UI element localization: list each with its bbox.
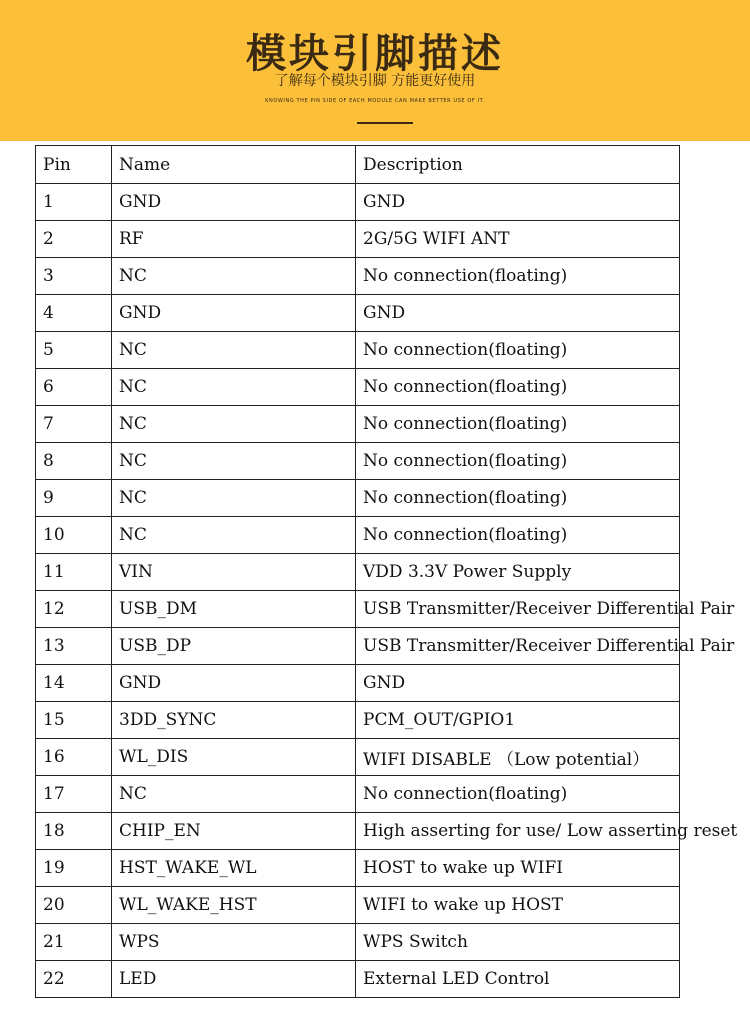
table-row <box>36 739 680 776</box>
description-cell: No connection(floating) <box>356 480 680 517</box>
pin-cell: 15 <box>36 702 112 739</box>
name-cell: NC <box>112 369 356 406</box>
banner-divider <box>357 122 413 124</box>
name-cell: WL_DIS <box>112 739 356 776</box>
description-cell: GND <box>356 184 680 221</box>
pin-cell: 3 <box>36 258 112 295</box>
header-name: Name <box>112 146 356 184</box>
name-cell: RF <box>112 221 356 258</box>
name-cell: CHIP_EN <box>112 813 356 850</box>
banner-title: 模块引脚描述 <box>246 31 504 77</box>
table-row <box>36 554 680 591</box>
name-cell: HST_WAKE_WL <box>112 850 356 887</box>
description-cell: HOST to wake up WIFI <box>356 850 680 887</box>
name-cell: NC <box>112 776 356 813</box>
name-cell: WPS <box>112 924 356 961</box>
name-cell: 3DD_SYNC <box>112 702 356 739</box>
pin-cell: 18 <box>36 813 112 850</box>
name-cell: NC <box>112 258 356 295</box>
table-row <box>36 702 680 739</box>
table-row <box>36 591 680 628</box>
table-row <box>36 332 680 369</box>
name-cell: GND <box>112 184 356 221</box>
name-cell: NC <box>112 517 356 554</box>
table-row <box>36 184 680 221</box>
description-cell: USB Transmitter/Receiver Differential Pair <box>356 628 680 665</box>
description-cell: WPS Switch <box>356 924 680 961</box>
name-cell: GND <box>112 295 356 332</box>
pin-cell: 11 <box>36 554 112 591</box>
description-cell: GND <box>356 295 680 332</box>
name-cell: NC <box>112 443 356 480</box>
name-cell: VIN <box>112 554 356 591</box>
name-cell: NC <box>112 332 356 369</box>
header-pin: Pin <box>36 146 112 184</box>
pin-cell: 14 <box>36 665 112 702</box>
pin-table <box>35 145 738 998</box>
name-cell: GND <box>112 665 356 702</box>
description-cell: No connection(floating) <box>356 517 680 554</box>
banner-english-caption: KNOWING THE PIN SIDE OF EACH MODULE CAN MAKE BETTER USE OF IT. <box>265 98 485 104</box>
pin-cell: 5 <box>36 332 112 369</box>
pin-cell: 13 <box>36 628 112 665</box>
name-cell: USB_DP <box>112 628 356 665</box>
table-row <box>36 369 680 406</box>
pin-cell: 6 <box>36 369 112 406</box>
table-row <box>36 924 680 961</box>
header-description: Description <box>356 146 680 184</box>
table-row <box>36 665 680 702</box>
pin-cell: 20 <box>36 887 112 924</box>
description-cell: No connection(floating) <box>356 258 680 295</box>
pin-cell: 8 <box>36 443 112 480</box>
pin-cell: 4 <box>36 295 112 332</box>
table-row <box>36 258 680 295</box>
table-row <box>36 628 680 665</box>
name-cell: NC <box>112 406 356 443</box>
pin-cell: 2 <box>36 221 112 258</box>
pin-cell: 22 <box>36 961 112 998</box>
pin-cell: 16 <box>36 739 112 776</box>
table-row <box>36 406 680 443</box>
table-row <box>36 813 680 850</box>
table-row <box>36 443 680 480</box>
header-banner <box>0 0 750 141</box>
pin-cell: 19 <box>36 850 112 887</box>
description-cell: No connection(floating) <box>356 332 680 369</box>
table-row <box>36 480 680 517</box>
pin-cell: 21 <box>36 924 112 961</box>
description-cell: No connection(floating) <box>356 369 680 406</box>
description-cell: No connection(floating) <box>356 776 680 813</box>
table-row <box>36 850 680 887</box>
description-cell: PCM_OUT/GPIO1 <box>356 702 680 739</box>
table-row <box>36 776 680 813</box>
table-header-row <box>36 146 680 184</box>
pin-cell: 9 <box>36 480 112 517</box>
banner-subtitle: 了解每个模块引脚 方能更好使用 <box>274 73 476 89</box>
pin-cell: 10 <box>36 517 112 554</box>
pin-cell: 17 <box>36 776 112 813</box>
table-row <box>36 961 680 998</box>
table-row <box>36 517 680 554</box>
table-row <box>36 295 680 332</box>
description-cell: GND <box>356 665 680 702</box>
description-cell: No connection(floating) <box>356 406 680 443</box>
description-cell: WIFI to wake up HOST <box>356 887 680 924</box>
name-cell: USB_DM <box>112 591 356 628</box>
pin-cell: 12 <box>36 591 112 628</box>
name-cell: NC <box>112 480 356 517</box>
description-cell: WIFI DISABLE （Low potential） <box>356 739 680 776</box>
pin-cell: 7 <box>36 406 112 443</box>
table-row <box>36 887 680 924</box>
name-cell: LED <box>112 961 356 998</box>
description-cell: High asserting for use/ Low asserting reset <box>356 813 680 850</box>
description-cell: No connection(floating) <box>356 443 680 480</box>
name-cell: WL_WAKE_HST <box>112 887 356 924</box>
description-cell: VDD 3.3V Power Supply <box>356 554 680 591</box>
description-cell: 2G/5G WIFI ANT <box>356 221 680 258</box>
description-cell: External LED Control <box>356 961 680 998</box>
description-cell: USB Transmitter/Receiver Differential Pair <box>356 591 680 628</box>
pin-cell: 1 <box>36 184 112 221</box>
table-row <box>36 221 680 258</box>
